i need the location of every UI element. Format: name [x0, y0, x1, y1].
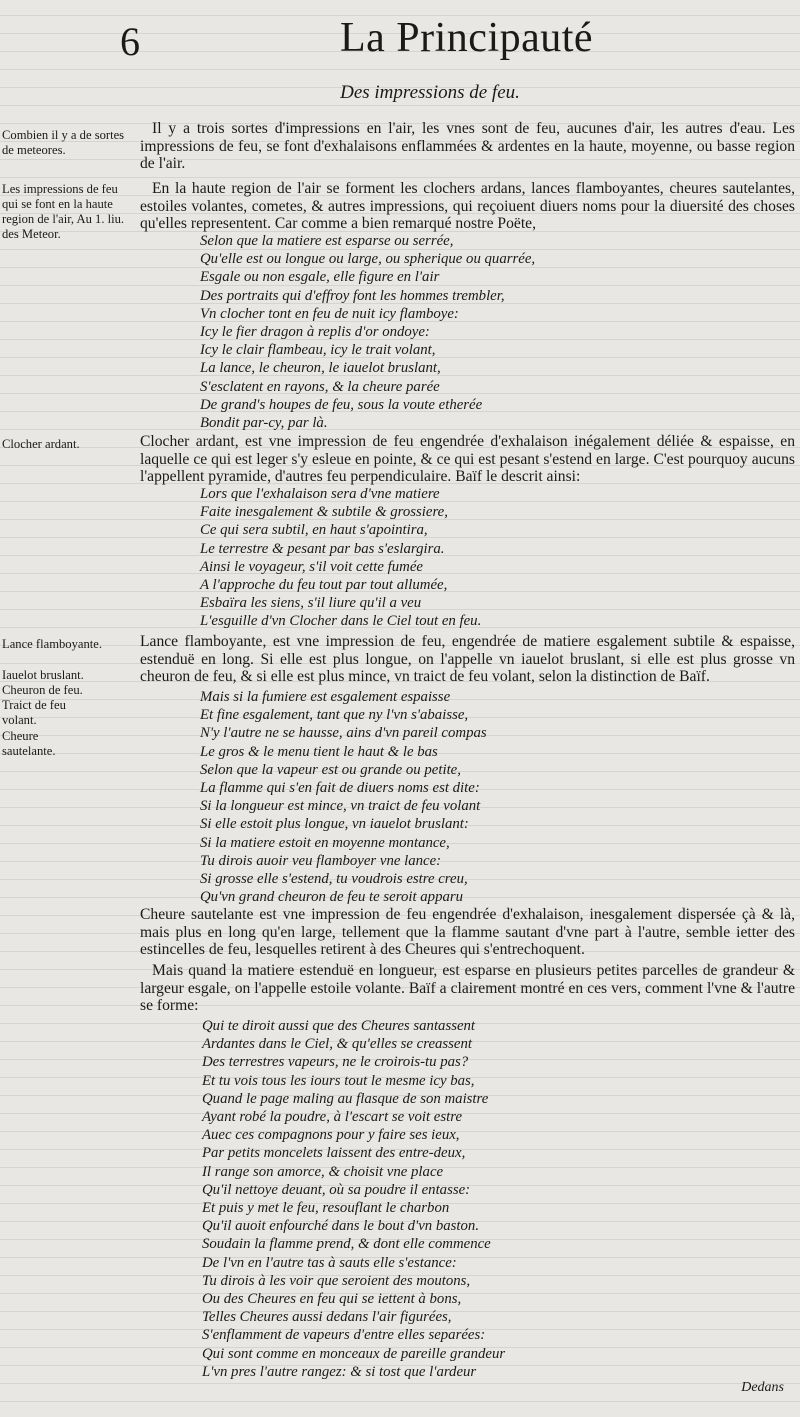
verse-line: Ce qui sera subtil, en haut s'apointira,: [200, 522, 428, 539]
verse-line: Par petits moncelets laissent des entre-deux,: [202, 1145, 466, 1162]
verse-line: Lors que l'exhalaison sera d'vne matiere: [200, 486, 440, 502]
verse-line: Bondit par-cy, par là.: [200, 415, 328, 432]
verse-line: Vn clocher tont en feu de nuit icy flamboye:: [200, 305, 459, 322]
verse-line: Faite inesgalement & subtile & grossiere,: [200, 504, 448, 521]
verse-line: Qu'il nettoye deuant, où sa poudre il entasse:: [202, 1181, 471, 1198]
page-number: 6: [120, 19, 140, 64]
verse-block-3: [200, 688, 487, 906]
verse-line: L'esguille d'vn Clocher dans le Ciel tout en feu.: [200, 613, 482, 630]
verse-line: Selon que la vapeur est ou grande ou petite,: [200, 761, 461, 778]
verse-line: Il range son amorce, & choisit vne place: [202, 1163, 444, 1180]
paragraph: Il y a trois sortes d'impressions en l'air, les vnes sont de feu, aucunes d'air, les autres d'eau. Les impressions de feu, se font d'exhalaisons enflammées & ardentes en la haute, moyenne, ou basse region de l'air.: [140, 120, 795, 173]
verse-line: La flamme qui s'en fait de diuers noms est dite:: [200, 780, 480, 797]
margin-note: Clocher ardant.: [2, 437, 80, 451]
verse-line: Esgale ou non esgale, elle figure en l'air: [200, 269, 440, 286]
verse-line: Telles Cheures aussi dedans l'air figurées,: [202, 1309, 452, 1326]
paragraph: Cheure sautelante est vne impression de feu engendrée d'exhalaison, inesgalement dispersée çà & là, mais plus en long qu'en large, tellement que la flamme sautant d'vne part à l'autre, semble ietter des estincelles de feu, lesquelles retirent à des Cheures qui s'entrechoquent.: [140, 906, 795, 959]
verse-line: S'esclatent en rayons, & la cheure parée: [200, 378, 440, 395]
margin-note: Cheuron de feu.: [2, 683, 83, 697]
verse-line: La lance, le cheuron, le iauelot bruslant,: [200, 360, 441, 377]
verse-line: Ayant robé la poudre, à l'escart se voit estre: [202, 1109, 463, 1126]
verse-line: Quand le page maling au flasque de son maistre: [202, 1090, 489, 1107]
verse-line: Si la matiere estoit en moyenne montance,: [200, 834, 450, 851]
margin-note: Combien il y a de sortes de meteores.: [2, 128, 125, 157]
verse-line: Ardantes dans le Ciel, & qu'elles se creassent: [202, 1036, 473, 1053]
verse-line: Qui sont comme en monceaux de pareille grandeur: [202, 1345, 506, 1362]
paragraph: En la haute region de l'air se forment les clochers ardans, lances flamboyantes, cheures sautelantes, estoiles volantes, cometes, & autres impressions, qui reçoiuent diuers noms pour la diuersité des choses qu'elles representent. Car comme a bien remarqué nostre Poëte,: [140, 180, 795, 233]
verse-line: Et fine esgalement, tant que ny l'vn s'abaisse,: [200, 707, 469, 724]
verse-line: Et tu vois tous les iours tout le mesme icy bas,: [202, 1072, 475, 1089]
section-title: Des impressions de feu.: [340, 82, 520, 103]
verse-line: Icy le clair flambeau, icy le trait volant,: [200, 342, 436, 359]
verse-line: Si la longueur est mince, vn traict de feu volant: [200, 798, 481, 815]
verse-line: A l'approche du feu tout par tout allumée,: [200, 577, 448, 594]
verse-block-2: [200, 485, 481, 631]
verse-line: Tu dirois auoir veu flamboyer vne lance:: [200, 852, 442, 869]
verse-line: Si grosse elle s'estend, tu voudrois estre creu,: [200, 871, 468, 888]
verse-line: Soudain la flamme prend, & dont elle commence: [202, 1236, 491, 1253]
verse-line: De grand's houpes de feu, sous la voute etherée: [200, 396, 483, 413]
verse-line: Qu'vn grand cheuron de feu te seroit apparu: [200, 889, 464, 906]
verse-line: Qui te diroit aussi que des Cheures santassent: [202, 1018, 476, 1034]
verse-line: S'enflamment de vapeurs d'entre elles separées:: [202, 1327, 486, 1344]
verse-block-1: [200, 232, 535, 432]
verse-line: N'y l'autre ne se hausse, ains d'vn pareil compas: [200, 725, 487, 742]
verse-line: Des portraits qui d'effroy font les hommes trembler,: [200, 287, 505, 304]
margin-note: Lance flamboyante.: [2, 637, 102, 651]
verse-line: Qu'elle est ou longue ou large, ou spherique ou quarrée,: [200, 251, 536, 268]
verse-line: Icy le fier dragon à replis d'or ondoye:: [200, 324, 430, 341]
margin-note: Iauelot bruslant.: [2, 668, 84, 682]
margin-note: Les impressions de feu qui se font en la haute region de l'air, Au 1. liu. des Meteor.: [2, 182, 125, 241]
verse-line: Qu'il auoit enfourché dans le bout d'vn baston.: [202, 1218, 480, 1235]
margin-note: Traict de feu volant.: [2, 698, 66, 727]
paragraph: Clocher ardant, est vne impression de feu engendrée d'exhalaison inégalement déliée & espaisse, en laquelle ce qui est leger s'y esleue en pointe, & ce qui est pesant s'estend en large. C'est pourquoy aucuns l'appellent pyramide, d'autres feu perpendiculaire. Baïf le descrit ainsi:: [140, 433, 795, 486]
verse-line: Mais si la fumiere est esgalement espaisse: [200, 689, 451, 705]
verse-line: Et puis y met le feu, resouflant le charbon: [202, 1200, 450, 1217]
margin-note: Cheure sautelante.: [2, 729, 56, 758]
verse-line: Esbaïra les siens, s'il liure qu'il a veu: [200, 595, 422, 612]
catchword: Dedans: [741, 1380, 784, 1395]
verse-line: Auec ces compagnons pour y faire ses ieux,: [202, 1127, 460, 1144]
verse-line: Ainsi le voyageur, s'il voit cette fumée: [200, 558, 423, 575]
verse-line: Le gros & le menu tient le haut & le bas: [200, 743, 438, 760]
paragraph: Mais quand la matiere estenduë en longueur, est esparse en plusieurs petites parcelles de grandeur & largeur esgale, on l'appelle estoile volante. Baïf a clairement montré en ces vers, comment l'vne & l'autre se forme:: [140, 962, 795, 1015]
verse-line: L'vn pres l'autre rangez: & si tost que l'ardeur: [202, 1363, 477, 1380]
verse-line: Des terrestres vapeurs, ne le croirois-tu pas?: [202, 1054, 469, 1071]
verse-line: Tu dirois à les voir que seroient des moutons,: [202, 1272, 471, 1289]
verse-line: Selon que la matiere est esparse ou serrée,: [200, 233, 454, 249]
verse-block-4: [202, 1017, 505, 1381]
verse-line: Ou des Cheures en feu qui se iettent à bons,: [202, 1291, 462, 1308]
verse-line: Si elle estoit plus longue, vn iauelot bruslant:: [200, 816, 469, 833]
verse-line: Le terrestre & pesant par bas s'eslargira.: [200, 540, 445, 557]
running-title: La Principauté: [340, 15, 594, 61]
verse-line: De l'vn en l'autre tas à sauts elle s'estance:: [202, 1254, 457, 1271]
paragraph: Lance flamboyante, est vne impression de feu, engendrée de matiere esgalement subtile & espaisse, estenduë en long. Si elle est plus longue, on l'appelle vn iauelot bruslant, si elle est plus grosse vn cheuron de feu, & si elle est plus mince, vn traict de feu volant, selon la distinction de Baïf.: [140, 633, 795, 686]
